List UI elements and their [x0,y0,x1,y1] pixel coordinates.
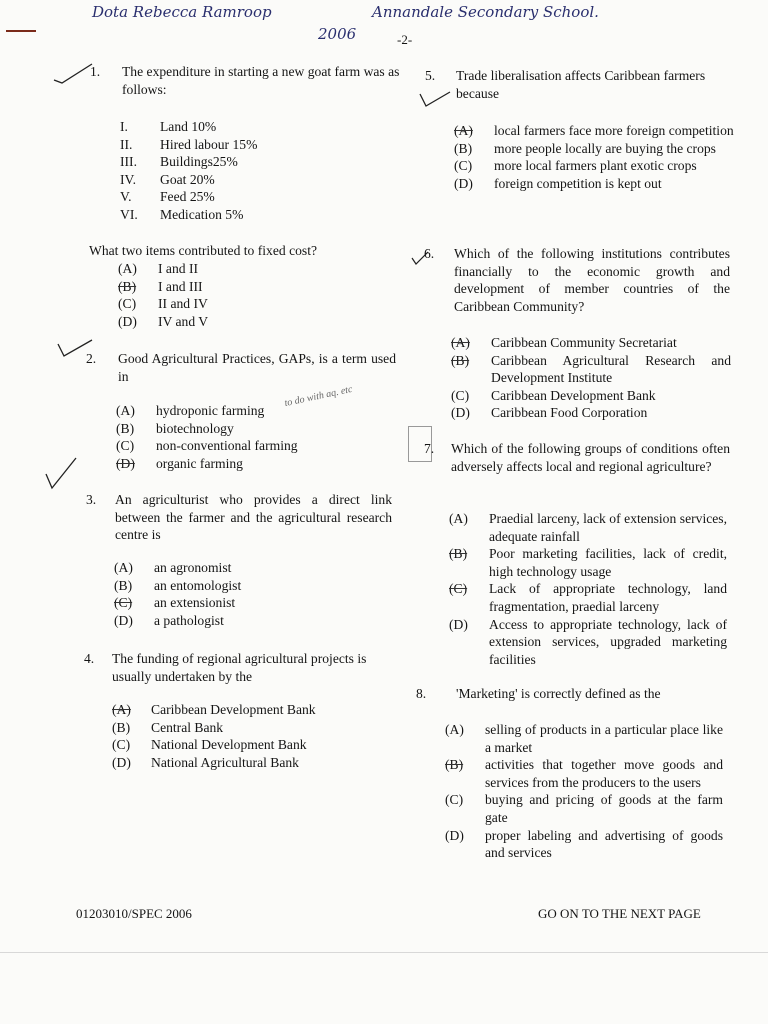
question-stem: The funding of regional agricultural projects is usually undertaken by the [112,651,367,684]
option-d[interactable]: (D) National Agricultural Bank [112,754,299,770]
question-number: 2. [86,351,97,366]
question-6-options [451,334,731,422]
option-b[interactable]: (B) an entomologist [114,577,242,593]
option-a[interactable]: (A) I and II [118,261,199,276]
check-mark-icon [52,60,94,84]
option-c[interactable]: (C) buying and pricing of goods at the farm gate [445,792,723,825]
option-a[interactable]: (A) Praedial larceny, lack of extension services, adequate rainfall [449,511,727,544]
option-b-selected[interactable]: (B) Caribbean Agricultural Research and Development Institute [451,352,731,386]
question-number: 6. [424,246,435,261]
question-3-options [114,559,374,629]
question-number: 4. [84,651,95,666]
exam-code: 01203010/SPEC 2006 [76,906,192,921]
question-stem: Trade liberalisation affects Caribbean farmers because [456,68,706,101]
option-c[interactable]: (C) more local farmers plant exotic crops [454,158,697,174]
option-a-selected[interactable]: (A) Caribbean Community Secretariat [451,335,677,350]
option-a[interactable]: (A) hydroponic farming [116,403,265,418]
option-d[interactable]: (D) foreign competition is kept out [454,175,662,191]
option-b[interactable]: (B) Central Bank [112,719,224,735]
option-c[interactable]: (C) Caribbean Development Bank [451,387,656,403]
option-d[interactable]: (D) Access to appropriate technology, lack of extension services, upgraded marketing facilities [449,616,727,667]
option-b-selected[interactable]: (B) activities that together move goods and services from the producers to the users [445,757,723,790]
question-stem: Good Agricultural Practices, GAPs, is a term used in [118,351,396,384]
margin-note: to do with aq. etc [283,383,354,410]
question-1-options [118,260,368,330]
option-c[interactable]: (C) non-conventional farming [116,438,298,454]
check-mark-icon [418,90,452,110]
question-number: 8. [416,686,427,701]
option-d[interactable]: (D) a pathologist [114,612,224,628]
school-name: Annandale Secondary School. [372,3,599,21]
go-on-next-page: GO ON TO THE NEXT PAGE [538,906,701,921]
scan-edge-line [0,952,768,953]
option-a-selected[interactable]: (A) Caribbean Development Bank [112,702,316,717]
option-d-selected[interactable]: (D) organic farming [116,455,243,471]
question-stem: 'Marketing' is correctly defined as the [456,686,661,701]
question-5-options [454,122,734,192]
option-a[interactable]: (A) an agronomist [114,560,232,575]
question-stem: The expenditure in starting a new goat farm was as follows: [122,64,400,97]
question-stem: An agriculturist who provides a direct link between the farmer and the agricultural research centre is [115,492,392,543]
student-name: Dota Rebecca Ramroop [92,3,272,21]
option-c[interactable]: (C) II and IV [118,296,208,312]
question-1-prompt: What two items contributed to fixed cost? [89,243,318,258]
option-b[interactable]: (B) biotechnology [116,420,234,436]
option-c-selected[interactable]: (C) Lack of appropriate technology, land fragmentation, praedial larceny [449,581,727,614]
scan-mark [6,30,36,32]
question-4-options [112,701,392,771]
page-number: -2- [397,32,413,47]
question-number: 5. [425,68,436,83]
question-number: 3. [86,492,97,507]
option-b-selected[interactable]: (B) Poor marketing facilities, lack of credit, high technology usage [449,546,727,579]
question-number: 7. [424,441,435,456]
handwritten-year: 2006 [318,25,357,43]
question-number: 1. [90,64,101,79]
option-c[interactable]: (C) National Development Bank [112,737,307,753]
question-8-options [445,721,723,862]
option-b[interactable]: (B) more people locally are buying the crops [454,140,716,156]
option-b-selected[interactable]: (B) I and III [118,278,203,294]
option-c-selected[interactable]: (C) an extensionist [114,595,236,611]
option-d[interactable]: (D) Caribbean Food Corporation [451,405,648,421]
option-a-selected[interactable]: (A) local farmers face more foreign competition [454,123,734,138]
option-d[interactable]: (D) proper labeling and advertising of goods and services [445,827,723,861]
question-stem: Which of the following groups of conditions often adversely affects local and regional agriculture? [451,441,730,474]
question-2-options [116,402,406,472]
check-mark-icon [44,456,78,492]
exam-page: Dota Rebecca Ramroop Annandale Secondary School. 2006 -2- 1. The expenditure in starting a new goat farm was as follows: I. Land 10% II. Hired labour 15% III. Buildings25% IV. Goat 20% V. Feed 25% VI. Medication 5% What two items contributed to fixed cost? (A) I and II (B) I and III (C) II and IV (D) IV and V 2. Good Agricultural Practices, GAPs, is a term used in (A) hydroponic farming (B) biotechnology (C) non-conventional farming (D) organic farming to do with aq. etc 3. An agriculturist who provides a direct link between the farmer and the agricultural research centre is (A) an agronomist (B) an entomologist (C) an extensionist (D) a pathologist 4. The funding of regional agricultural projects is usually undertaken by the (A) Caribbean Development Bank (B) Central Bank (C) National Development Bank (D) National Agricultural Bank 5. Trade liberalisation affects Caribbean farmers because (A) local farmers face more foreign competition (B) more people locally are buying the crops (C) more local farmers plant exotic crops (D) foreign competition is kept out 6. Which of the following institutions contributes financially to the economic growth and development of member countries of the Caribbean Community? (A) Caribbean Community Secretariat (B) Caribbean Agricultural Research and Development Institute (C) Caribbean Development Bank (D) Caribbean Food Corporation 7. Which of the following groups of conditions often adversely affects local and regional agriculture? (A) Praedial larceny, lack of extension services, adequate rainfall (B) Poor marketing facilities, lack of credit, high technology usage (C) Lack of appropriate technology, land fragmentation, praedial larceny (D) Access to appropriate technology, lack of extension services, upgraded marketing facilities 8. 'Marketing' is correctly defined as the (A) selling of products in a particular place like a market (B) activities that together move goods and services from the producers to the users (C) buying and pricing of goods at the farm gate (D) proper labeling and advertising of goods and services 01203010/SPEC 2006 GO ON TO THE NEXT PAGE [0,0,768,1024]
question-stem: Which of the following institutions contributes financially to the economic growth and development of member countries of the Caribbean Community? [454,246,730,314]
option-d[interactable]: (D) IV and V [118,313,209,329]
option-a[interactable]: (A) selling of products in a particular place like a market [445,722,723,755]
question-7-options [449,510,727,668]
